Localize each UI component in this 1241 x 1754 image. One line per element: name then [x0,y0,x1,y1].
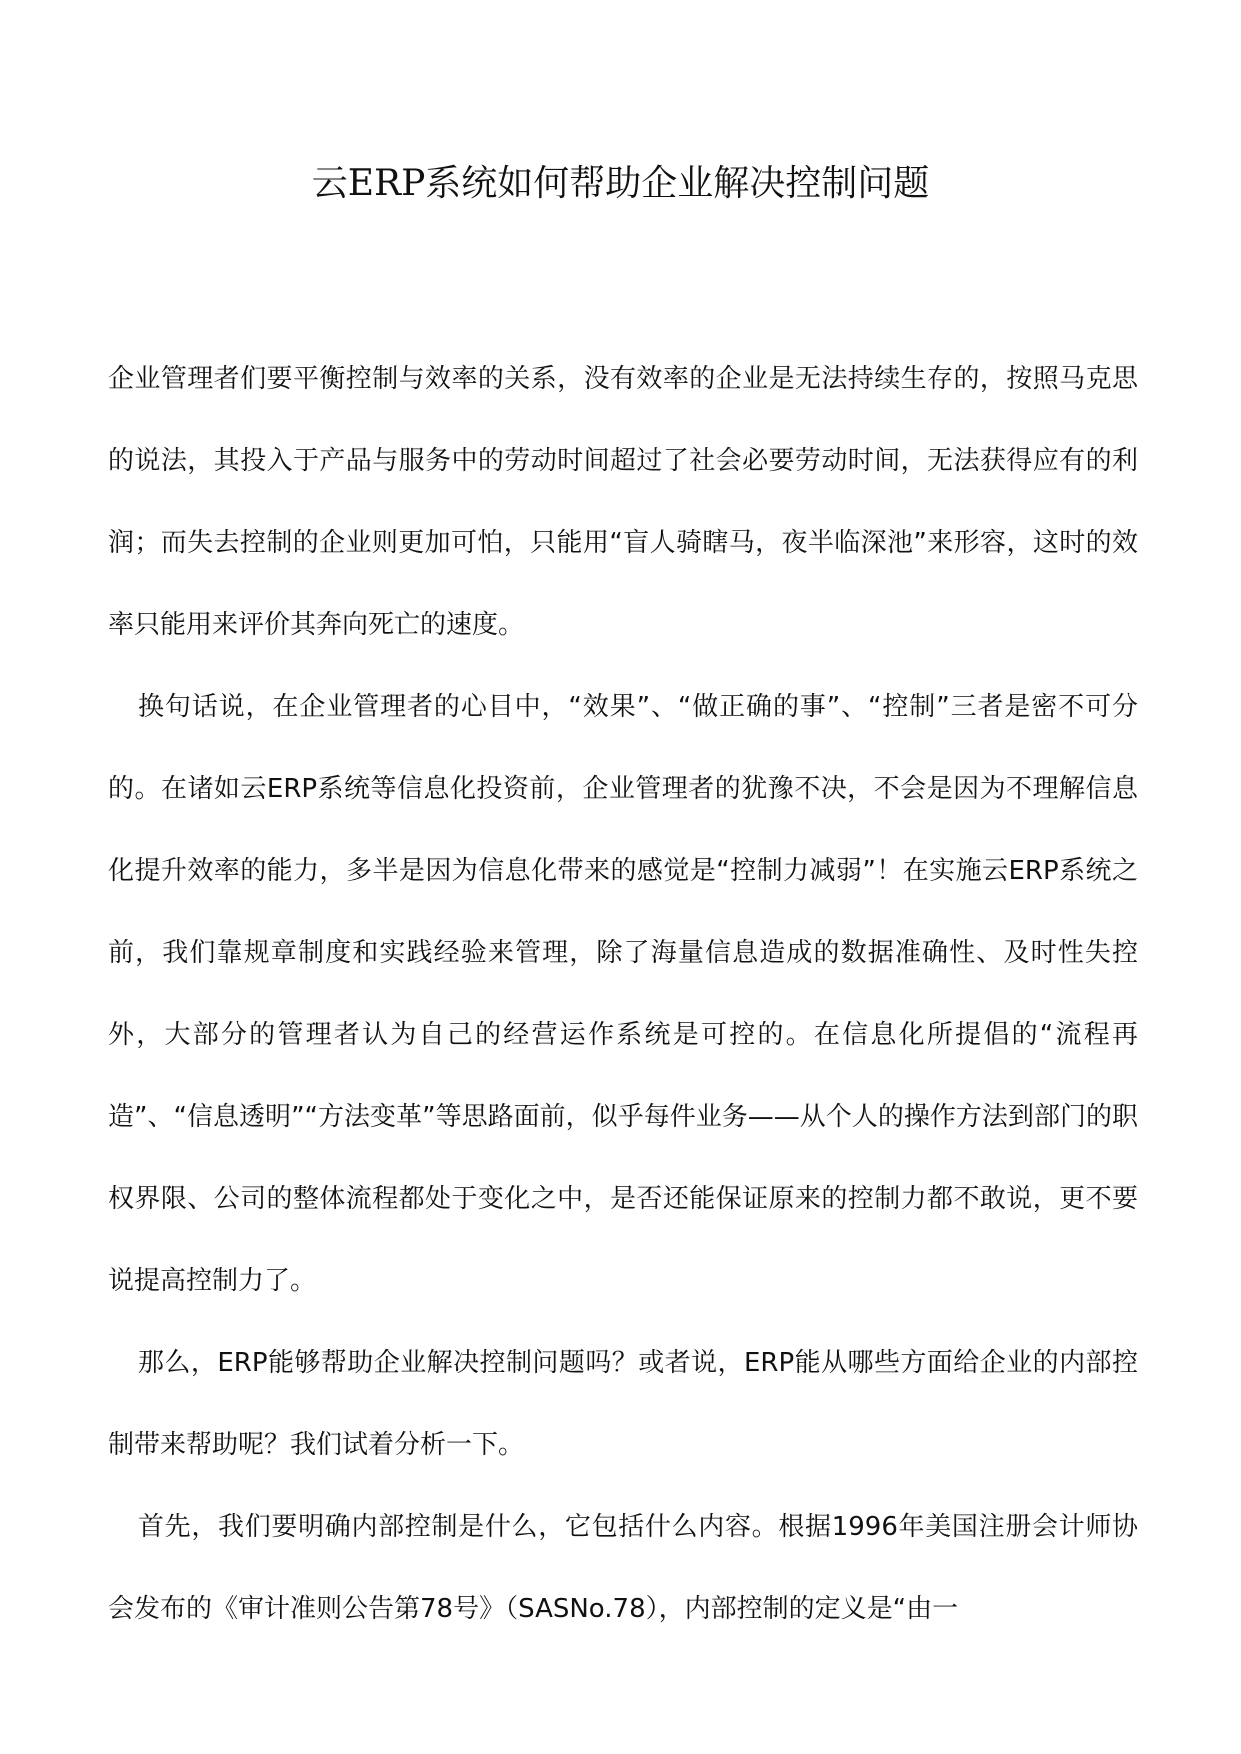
page-title: 云ERP系统如何帮助企业解决控制问题 [311,163,930,204]
paragraph-1: 企业管理者们要平衡控制与效率的关系，没有效率的企业是无法持续生存的，按照马克思的说法，其投入于产品与服务中的劳动时间超过了社会必要劳动时间，无法获得应有的利润；而失去控制的企业则更加可怕，只能用“盲人骑瞎马，夜半临深池”来形容，这时的效率只能用来评价其奔向死亡的速度。 [108,364,1138,640]
paragraph-4: 首先，我们要明确内部控制是什么，它包括什么内容。根据1996年美国注册会计师协会发布的《审计准则公告第78号》（SASNo.78），内部控制的定义是“由一 [108,1512,1138,1624]
paragraph-2: 换句话说，在企业管理者的心目中，“效果”、“做正确的事”、“控制”三者是密不可分的。在诸如云ERP系统等信息化投资前，企业管理者的犹豫不决，不会是因为不理解信息化提升效率的能力，多半是因为信息化带来的感觉是“控制力减弱”！在实施云ERP系统之前，我们靠规章制度和实践经验来管理，除了海量信息造成的数据准确性、及时性失控外，大部分的管理者认为自己的经营运作系统是可控的。在信息化所提倡的“流程再造”、“信息透明”“方法变革”等思路面前，似乎每件业务——从个人的操作方法到部门的职权界限、公司的整体流程都处于变化之中，是否还能保证原来的控制力都不敢说，更不要说提高控制力了。 [108,692,1138,1296]
document-body [108,338,1138,1650]
paragraph-3: 那么，ERP能够帮助企业解决控制问题吗？或者说，ERP能从哪些方面给企业的内部控制带来帮助呢？我们试着分析一下。 [108,1348,1138,1460]
